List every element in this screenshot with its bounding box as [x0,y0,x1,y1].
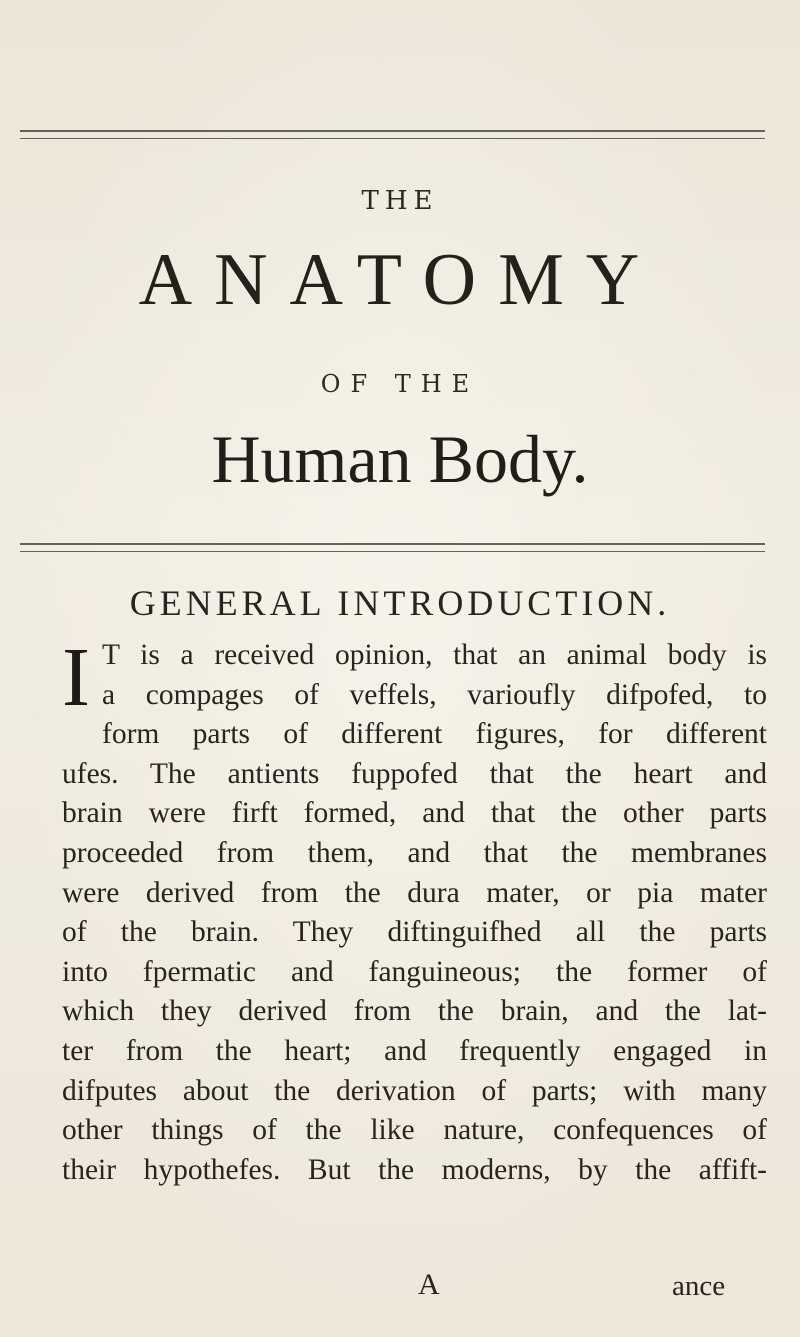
text-line-5: brain were firft formed, and that the other parts [62,797,767,830]
title-of-the: OF THE [320,370,480,398]
top-rule [20,130,765,139]
text-line-11: ter from the heart; and frequently engaged in [62,1034,767,1067]
text-line-8: of the brain. They diftinguifhed all the parts [62,916,767,949]
catchword: ance [672,1270,726,1302]
bleed-through-text [0,0,800,110]
body-paragraph [62,631,767,1190]
text-line-13: other things of the like nature, confequences of [62,1114,767,1147]
text-line-14: their hypothefes. But the moderns, by the affift- [62,1153,767,1186]
text-line-1: T is a received opinion, that an animal body is [102,639,767,671]
title-the: THE [361,186,439,216]
drop-cap: I [62,631,90,724]
title-human-body: Human Body. [211,421,589,497]
text-line-6: proceeded from them, and that the membranes [62,836,767,869]
middle-rule [20,543,765,552]
text-line-10: which they derived from the brain, and the lat- [62,995,767,1028]
signature-mark: A [418,1268,440,1301]
text-line-7: were derived from the dura mater, or pia mater [62,876,767,909]
text-line-4: ufes. The antients fuppofed that the heart and [62,757,767,790]
section-heading: GENERAL INTRODUCTION. [129,583,671,623]
text-line-2: a compages of veffels, varioufly difpofed, to [102,678,767,711]
text-line-3: form parts of different figures, for different [102,718,767,751]
text-line-12: difputes about the derivation of parts; with many [62,1074,767,1107]
text-line-9: into fpermatic and fanguineous; the former of [62,955,767,988]
title-anatomy: ANATOMY [138,239,662,321]
